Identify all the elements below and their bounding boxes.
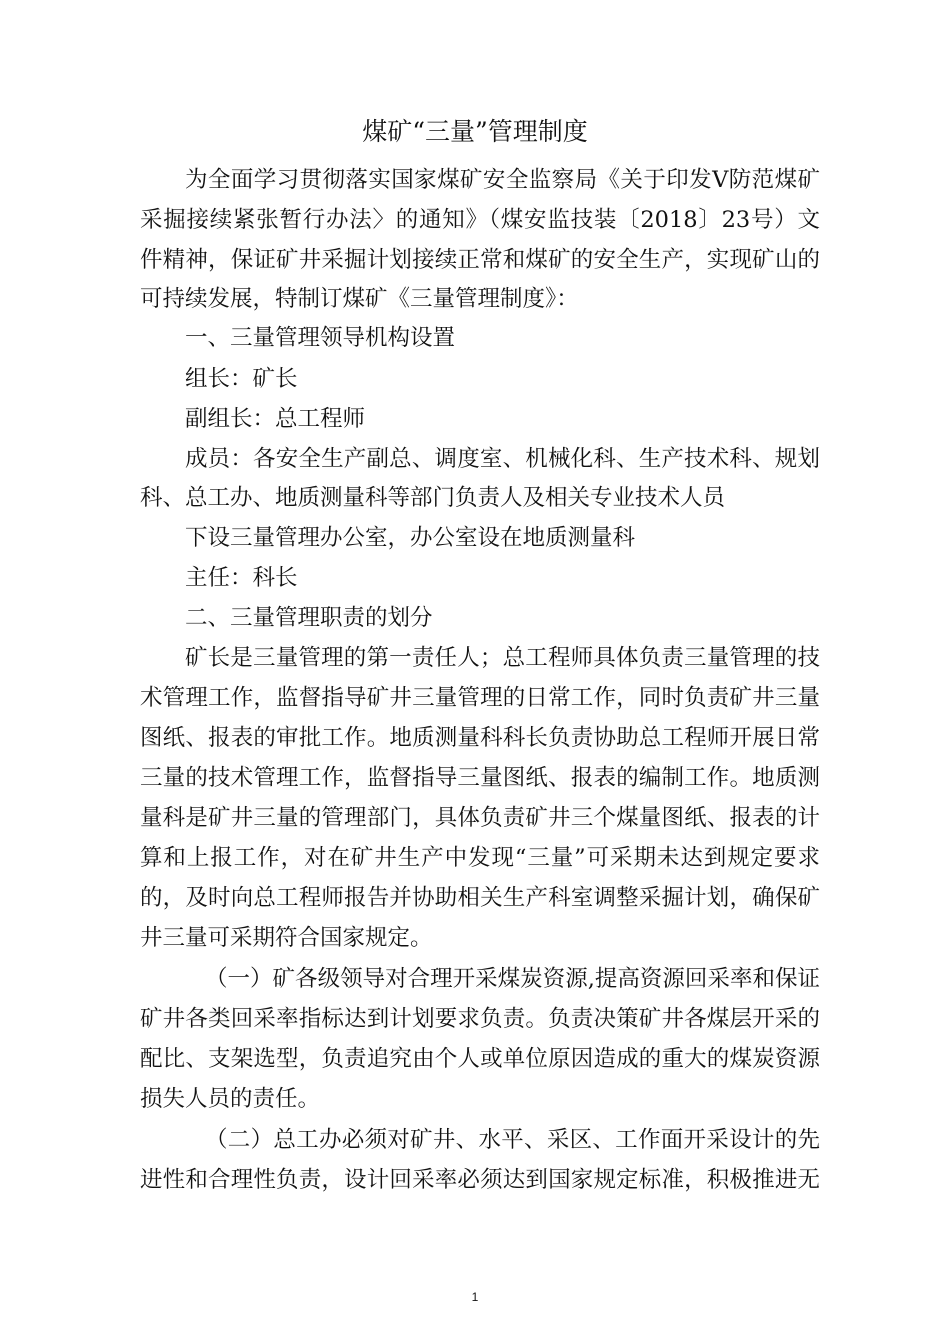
paragraph-line: 配比、支架选型，负责追究由个人或单位原因造成的重大的煤炭资源 [140,1046,820,1072]
document-title: 煤矿“三量”管理制度 [362,117,588,146]
paragraph-line: （二）总工办必须对矿井、水平、采区、工作面开采设计的先 [205,1127,820,1153]
paragraph-line: 副组长：总工程师 [185,406,366,432]
section-heading: 二、三量管理职责的划分 [185,605,433,631]
paragraph-line: 采掘接续紧张暂行办法〉的通知》（煤安监技装〔2018〕23号）文 [140,207,820,233]
paragraph-line: 成员：各安全生产副总、调度室、机械化科、生产技术科、规划 [185,446,820,472]
paragraph-line: 井三量可采期符合国家规定。 [140,925,433,951]
section-heading: 一、三量管理领导机构设置 [185,325,456,351]
paragraph-line: 术管理工作，监督指导矿井三量管理的日常工作，同时负责矿井三量 [140,685,820,711]
paragraph-line: 量科是矿井三量的管理部门，具体负责矿井三个煤量图纸、报表的计 [140,805,820,831]
paragraph-line: 算和上报工作，对在矿井生产中发现“三量”可采期未达到规定要求 [140,845,820,871]
paragraph-line: 可持续发展，特制订煤矿《三量管理制度》： [140,286,579,312]
paragraph-line: 损失人员的责任。 [140,1086,321,1112]
page-number: 1 [471,1290,479,1304]
paragraph-line: 组长：矿长 [185,366,298,392]
paragraph-line: （一）矿各级领导对合理开采煤炭资源,提高资源回采率和保证 [205,966,820,992]
paragraph-line: 主任：科长 [185,565,298,591]
paragraph-line: 下设三量管理办公室，办公室设在地质测量科 [185,525,636,551]
paragraph-line: 矿长是三量管理的第一责任人；总工程师具体负责三量管理的技 [185,645,820,671]
paragraph-line: 三量的技术管理工作，监督指导三量图纸、报表的编制工作。地质测 [140,765,820,791]
paragraph-line: 件精神，保证矿井采掘计划接续正常和煤矿的安全生产，实现矿山的 [140,247,820,273]
paragraph-line: 矿井各类回采率指标达到计划要求负责。负责决策矿井各煤层开采的 [140,1006,820,1032]
paragraph-line: 进性和合理性负责，设计回采率必须达到国家规定标准，积极推进无 [140,1167,820,1193]
paragraph-line: 为全面学习贯彻落实国家煤矿安全监察局《关于印发V防范煤矿 [185,167,820,193]
paragraph-line: 的，及时向总工程师报告并协助相关生产科室调整采掘计划，确保矿 [140,885,820,911]
paragraph-line: 科、总工办、地质测量科等部门负责人及相关专业技术人员 [140,485,726,511]
paragraph-line: 图纸、报表的审批工作。地质测量科科长负责协助总工程师开展日常 [140,725,820,751]
